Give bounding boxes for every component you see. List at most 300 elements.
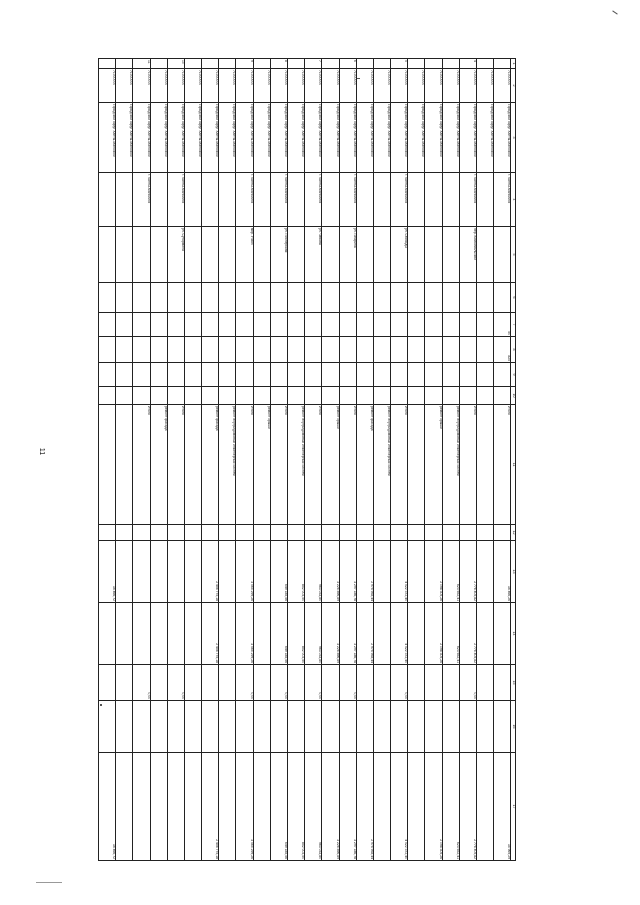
table-cell — [476, 387, 493, 405]
table-cell: Городской округ Ханты-Мансийск — [339, 103, 356, 173]
table-cell: Городской округ Ханты-Мансийск — [425, 103, 442, 173]
table-cell: ремонт внутридомовых инженерных систем — [373, 405, 390, 525]
table-row — [459, 59, 476, 861]
table-cell: мкр. Учхоз — [236, 227, 253, 283]
table-cell: Городской округ Ханты-Мансийск — [476, 103, 493, 173]
table-cell — [253, 363, 270, 387]
table-cell — [288, 313, 305, 337]
table-cell — [373, 337, 390, 363]
table-cell — [356, 313, 373, 337]
table-cell: 2 098 305,26 — [425, 753, 442, 861]
table-cell — [373, 59, 390, 69]
table-cell — [322, 227, 339, 283]
table-cell: 71000000 — [184, 69, 201, 103]
table-cell — [167, 313, 184, 337]
table-cell — [391, 313, 408, 337]
table-cell: 50 — [494, 313, 511, 337]
table-cell — [202, 387, 219, 405]
table-cell: 2 456 775,18 — [202, 753, 219, 861]
table-cell — [133, 283, 150, 313]
table-cell — [373, 541, 390, 603]
column-number: 15 — [511, 665, 516, 701]
table-cell: Городской округ Ханты-Мансийск — [253, 103, 270, 173]
table-cell — [133, 541, 150, 603]
table-cell: 71000000 — [202, 69, 219, 103]
table-cell — [356, 701, 373, 753]
table-cell — [253, 227, 270, 283]
table-cell — [391, 337, 408, 363]
table-cell: 71000000 — [459, 69, 476, 103]
table-cell — [167, 387, 184, 405]
table-cell — [408, 701, 425, 753]
table-cell — [202, 59, 219, 69]
table-row — [116, 59, 133, 861]
table-cell: 7 — [305, 59, 322, 69]
table-cell: г. Ханты-Мансийск — [133, 173, 150, 227]
table-cell: ремонт крыши — [425, 405, 442, 525]
table-cell — [184, 665, 201, 701]
table-cell — [305, 313, 322, 337]
table-cell — [236, 525, 253, 541]
table-cell — [184, 363, 201, 387]
table-cell: г. Ханты-Мансийск — [339, 173, 356, 227]
table-cell — [150, 541, 167, 603]
table-cell — [356, 665, 373, 701]
column-number: 11 — [511, 405, 516, 525]
table-cell: 0,00 — [236, 665, 253, 701]
table-cell: 2 974 958,44 — [356, 541, 373, 603]
table-cell: 825 — [494, 337, 511, 363]
table-cell — [442, 363, 459, 387]
table-cell — [236, 363, 253, 387]
table-cell — [476, 603, 493, 665]
table-cell: 2 776 405,82 — [459, 603, 476, 665]
table-cell — [494, 665, 511, 701]
table-cell — [219, 541, 236, 603]
table-cell — [202, 283, 219, 313]
column-number: 2 — [511, 69, 516, 103]
table-cell: ул. Чехова — [305, 227, 322, 283]
table-cell — [425, 363, 442, 387]
table-cell — [219, 283, 236, 313]
table-cell — [202, 313, 219, 337]
table-cell — [494, 701, 511, 753]
table-row — [476, 59, 493, 861]
table-cell — [202, 665, 219, 701]
table-cell: 3 297 186,78 — [339, 753, 356, 861]
table-cell — [184, 701, 201, 753]
table-cell — [442, 313, 459, 337]
table-cell: 71000000 — [253, 69, 270, 103]
table-cell — [253, 665, 270, 701]
table-cell — [408, 363, 425, 387]
table-cell — [184, 405, 201, 525]
table-cell — [219, 337, 236, 363]
table-cell — [373, 701, 390, 753]
table-cell — [339, 363, 356, 387]
table-cell — [202, 227, 219, 283]
table-cell: Городской округ Ханты-Мансийск — [99, 103, 116, 173]
table-cell: 3 226 896,89 — [322, 541, 339, 603]
table-cell — [442, 387, 459, 405]
table-cell — [391, 363, 408, 387]
table-cell — [150, 603, 167, 665]
table-cell — [476, 283, 493, 313]
table-cell: 71000000 — [373, 69, 390, 103]
column-number: 6 — [511, 283, 516, 313]
table-cell: ремонт фасада — [202, 405, 219, 525]
table-cell — [373, 227, 390, 283]
table-cell — [184, 541, 201, 603]
table-cell — [494, 59, 511, 69]
table-cell: Городской округ Ханты-Мансийск — [133, 103, 150, 173]
table-cell: 2 456 775,18 — [202, 603, 219, 665]
table-cell: 71000000 — [288, 69, 305, 103]
table-cell — [219, 603, 236, 665]
table-row — [322, 59, 339, 861]
table-cell — [253, 337, 270, 363]
rotated-table-region — [98, 58, 516, 860]
table-cell — [99, 313, 116, 337]
table-cell — [288, 363, 305, 387]
table-row — [288, 59, 305, 861]
table-cell: Городской округ Ханты-Мансийск — [442, 103, 459, 173]
table-cell — [459, 313, 476, 337]
table-cell — [116, 753, 133, 861]
column-number: 12 — [511, 525, 516, 541]
table-cell — [253, 173, 270, 227]
table-cell — [322, 363, 339, 387]
table-cell — [442, 283, 459, 313]
table-cell: Городской округ Ханты-Мансийск — [150, 103, 167, 173]
table-cell — [253, 387, 270, 405]
table-cell — [408, 753, 425, 861]
table-cell — [184, 59, 201, 69]
table-cell: г. Ханты-Мансийск — [391, 173, 408, 227]
table-cell — [133, 525, 150, 541]
capital-repair-register-table — [98, 58, 516, 861]
table-cell: 6 — [339, 59, 356, 69]
table-cell — [494, 387, 511, 405]
table-cell: Городской округ Ханты-Мансийск — [202, 103, 219, 173]
table-cell: 649 185,56 — [270, 603, 287, 665]
table-cell — [167, 283, 184, 313]
table-cell: ремонт внутридомовых инженерных систем — [219, 405, 236, 525]
table-cell — [270, 337, 287, 363]
table-cell — [322, 173, 339, 227]
table-cell — [322, 337, 339, 363]
table-cell: 3 565 299,26 — [236, 541, 253, 603]
table-cell: 623 652,41 — [442, 603, 459, 665]
table-cell — [288, 701, 305, 753]
table-cell — [270, 313, 287, 337]
table-cell — [356, 227, 373, 283]
table-cell: Итого — [494, 405, 511, 525]
table-cell — [150, 387, 167, 405]
table-cell — [167, 337, 184, 363]
table-cell — [288, 387, 305, 405]
column-number: 14 — [511, 603, 516, 665]
table-row — [425, 59, 442, 861]
table-cell — [133, 701, 150, 753]
table-cell — [150, 173, 167, 227]
table-row — [391, 59, 408, 861]
table-cell — [167, 701, 184, 753]
table-cell — [99, 405, 116, 525]
table-cell: 2 776 405,82 — [459, 541, 476, 603]
table-cell: ремонт внутридомовых инженерных систем — [442, 405, 459, 525]
table-cell — [150, 283, 167, 313]
table-cell — [184, 283, 201, 313]
table-cell — [459, 525, 476, 541]
table-cell — [408, 525, 425, 541]
table-cell — [288, 283, 305, 313]
table-cell — [116, 525, 133, 541]
table-cell: г. Ханты-Мансийск — [459, 173, 476, 227]
table-row — [253, 59, 270, 861]
table-cell: 4 — [459, 59, 476, 69]
table-cell — [459, 363, 476, 387]
table-cell: г. Ханты-Мансийск — [494, 173, 511, 227]
table-cell: 852 003,50 — [288, 541, 305, 603]
table-row — [99, 59, 116, 861]
table-cell — [133, 753, 150, 861]
table-cell — [184, 173, 201, 227]
table-cell — [476, 59, 493, 69]
table-cell — [476, 525, 493, 541]
table-cell — [305, 701, 322, 753]
table-row — [167, 59, 184, 861]
table-cell: 2 456 775,18 — [202, 541, 219, 603]
table-cell — [459, 701, 476, 753]
table-cell: ул. Свободы — [391, 227, 408, 283]
table-cell — [150, 59, 167, 69]
table-row — [494, 59, 511, 861]
table-cell — [425, 313, 442, 337]
table-cell — [442, 665, 459, 701]
table-cell — [184, 227, 201, 283]
table-cell — [373, 283, 390, 313]
table-cell: г. Ханты-Мансийск — [270, 173, 287, 227]
table-cell: Городской округ Ханты-Мансийск — [270, 103, 287, 173]
table-cell — [150, 525, 167, 541]
table-cell: 623 652,41 — [442, 753, 459, 861]
table-cell — [425, 701, 442, 753]
table-cell: 963 033,80 — [305, 753, 322, 861]
table-cell — [133, 337, 150, 363]
table-cell — [202, 701, 219, 753]
table-cell — [116, 701, 133, 753]
table-cell — [219, 227, 236, 283]
table-cell — [476, 701, 493, 753]
table-cell — [116, 665, 133, 701]
table-cell — [116, 337, 133, 363]
table-cell — [116, 363, 133, 387]
table-cell — [442, 227, 459, 283]
table-cell — [425, 283, 442, 313]
table-cell — [184, 337, 201, 363]
table-cell: 0,00 — [133, 665, 150, 701]
column-number: 5 — [511, 227, 516, 283]
table-cell — [202, 525, 219, 541]
table-cell — [476, 363, 493, 387]
column-number-row — [511, 59, 516, 861]
table-cell — [167, 363, 184, 387]
table-cell — [253, 541, 270, 603]
table-cell — [391, 387, 408, 405]
table-cell — [167, 753, 184, 861]
table-cell — [150, 363, 167, 387]
column-number: 8 — [511, 337, 516, 363]
table-cell: 8 — [270, 59, 287, 69]
table-cell — [150, 701, 167, 753]
table-cell: 71000000 — [133, 69, 150, 103]
table-cell: 71000000 — [219, 69, 236, 103]
table-cell — [459, 283, 476, 313]
table-cell — [425, 337, 442, 363]
column-number: 16 — [511, 701, 516, 753]
table-cell: ремонт крыши — [253, 405, 270, 525]
table-row — [219, 59, 236, 861]
column-number: 17 — [511, 753, 516, 861]
table-cell: 649 185,56 — [270, 753, 287, 861]
table-cell — [322, 525, 339, 541]
table-cell — [322, 313, 339, 337]
table-cell — [391, 701, 408, 753]
table-cell: 4 522 372,40 — [391, 603, 408, 665]
table-cell — [219, 59, 236, 69]
table-cell — [99, 363, 116, 387]
table-cell: 71000000 — [322, 69, 339, 103]
table-cell: ремонт внутридомовых инженерных систем — [288, 405, 305, 525]
table-cell: 71000000 — [356, 69, 373, 103]
table-cell: 34 466,72 — [99, 541, 116, 603]
table-cell — [322, 283, 339, 313]
table-cell — [133, 313, 150, 337]
table-cell — [391, 283, 408, 313]
table-cell — [167, 525, 184, 541]
table-cell — [442, 59, 459, 69]
table-cell — [116, 173, 133, 227]
table-cell: 9 — [236, 59, 253, 69]
table-cell — [476, 173, 493, 227]
table-cell: 71000000 — [391, 69, 408, 103]
table-cell — [99, 387, 116, 405]
table-cell: 10 — [167, 59, 184, 69]
table-cell: 71000000 — [339, 69, 356, 103]
table-cell — [476, 313, 493, 337]
table-cell — [408, 227, 425, 283]
table-cell — [373, 525, 390, 541]
table-cell — [219, 313, 236, 337]
table-cell: Городской округ Ханты-Мансийск — [391, 103, 408, 173]
table-cell — [305, 525, 322, 541]
table-cell — [150, 227, 167, 283]
table-cell: 852 003,50 — [288, 753, 305, 861]
table-cell — [408, 387, 425, 405]
table-cell — [476, 405, 493, 525]
table-cell: 5 — [391, 59, 408, 69]
table-cell — [236, 701, 253, 753]
scan-artifact — [36, 882, 62, 883]
table-cell: г. Ханты-Мансийск — [236, 173, 253, 227]
table-cell — [219, 525, 236, 541]
table-cell: Городской округ Ханты-Мансийск — [305, 103, 322, 173]
table-cell — [219, 173, 236, 227]
table-cell: 0,00 — [270, 665, 287, 701]
table-cell: 35 969,29 — [494, 753, 511, 861]
table-cell: 71000000 — [99, 69, 116, 103]
scan-artifact — [612, 10, 617, 14]
table-cell: 71000000 — [425, 69, 442, 103]
table-row — [133, 59, 150, 861]
table-cell — [408, 603, 425, 665]
table-cell — [184, 525, 201, 541]
table-cell: ул. Пионерская — [270, 227, 287, 283]
column-number: 9 — [511, 363, 516, 387]
column-number: 4 — [511, 173, 516, 227]
table-cell: 0,00 — [305, 665, 322, 701]
table-cell: ремонт крыши — [322, 405, 339, 525]
table-cell — [253, 313, 270, 337]
table-cell — [408, 405, 425, 525]
table-cell — [442, 337, 459, 363]
table-cell: 4 522 372,40 — [391, 753, 408, 861]
table-cell: пер. Комсомольский — [459, 227, 476, 283]
table-cell: 963 033,80 — [305, 603, 322, 665]
table-cell: 0,00 — [391, 665, 408, 701]
table-cell: Городской округ Ханты-Мансийск — [494, 103, 511, 173]
table-cell — [476, 337, 493, 363]
table-cell — [425, 525, 442, 541]
table-cell — [133, 227, 150, 283]
table-row — [184, 59, 201, 861]
table-cell — [219, 665, 236, 701]
table-cell: 3 297 186,78 — [339, 603, 356, 665]
table-cell: Городской округ Ханты-Мансийск — [408, 103, 425, 173]
table-cell — [288, 525, 305, 541]
table-cell — [373, 387, 390, 405]
table-cell: г. Ханты-Мансийск — [305, 173, 322, 227]
table-cell — [425, 387, 442, 405]
table-cell — [184, 603, 201, 665]
table-cell: ремонт фасада — [150, 405, 167, 525]
table-cell — [356, 525, 373, 541]
table-cell: 3 565 299,26 — [236, 753, 253, 861]
table-cell: 11 — [133, 59, 150, 69]
table-cell: Городской округ Ханты-Мансийск — [356, 103, 373, 173]
table-cell: 2 974 958,44 — [356, 603, 373, 665]
table-cell — [184, 387, 201, 405]
table-cell — [408, 313, 425, 337]
table-cell: 852 003,50 — [288, 603, 305, 665]
table-cell — [133, 387, 150, 405]
table-cell: 0,00 — [459, 665, 476, 701]
table-cell — [150, 753, 167, 861]
table-cell — [476, 227, 493, 283]
table-cell — [116, 283, 133, 313]
table-cell: Итого — [339, 405, 356, 525]
table-cell — [116, 59, 133, 69]
table-cell — [322, 387, 339, 405]
table-cell: 34 466,72 — [99, 753, 116, 861]
table-cell: 71000000 — [167, 69, 184, 103]
table-cell — [202, 363, 219, 387]
table-cell: 3 297 186,78 — [339, 541, 356, 603]
table-cell — [116, 405, 133, 525]
table-cell: г. Ханты-Мансийск — [167, 173, 184, 227]
table-cell — [373, 753, 390, 861]
